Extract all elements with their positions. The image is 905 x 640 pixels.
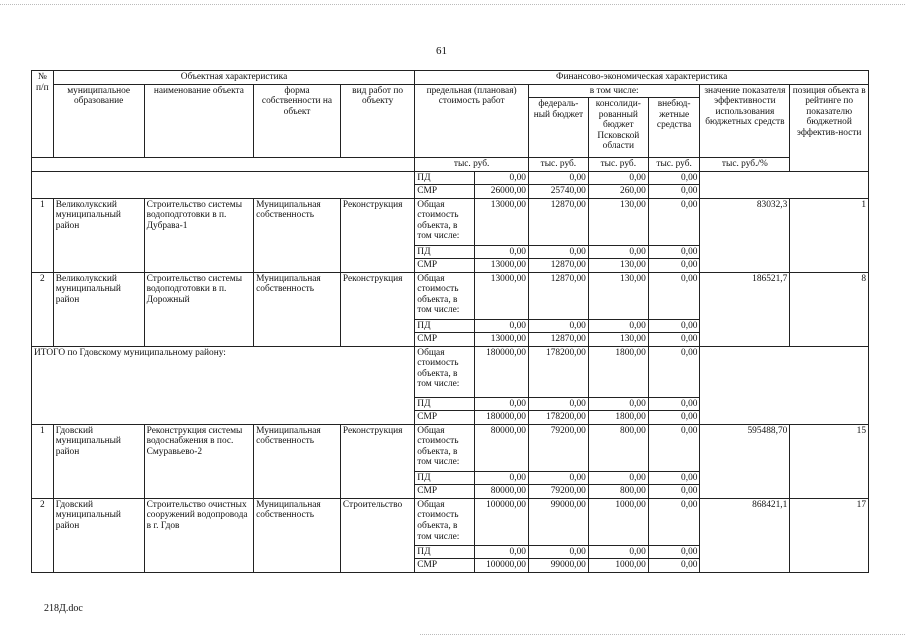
row-label: ПД [415,319,475,333]
project-efficiency: 83032,3 [700,198,790,272]
cell-consolidated: 130,00 [588,259,648,273]
cell-cost: 80000,00 [475,424,529,471]
cell-federal: 12870,00 [528,333,588,347]
project-name: Строительство очистных сооружений водопровода в г. Гдов [144,498,254,572]
project-efficiency: 186521,7 [700,272,790,346]
cell-cost: 0,00 [475,171,529,185]
units-row [32,158,869,172]
project-ownership: Муниципальная собственность [254,498,341,572]
cell-cost: 13000,00 [475,198,529,245]
row-label: ПД [415,171,475,185]
cell-consolidated: 0,00 [588,545,648,559]
cell-consolidated: 0,00 [588,397,648,411]
cell-cost: 26000,00 [475,185,529,199]
cell-extra: 0,00 [648,498,700,545]
header-row-2 [32,84,869,98]
cell-consolidated: 0,00 [588,471,648,485]
col-header-ownership: форма собственности на объект [254,84,341,158]
cell-extra: 0,00 [648,245,700,259]
district-total-blank [700,346,869,424]
summary-blank-right [700,171,869,198]
col-header-cost: предельная (плановая) стоимость работ [415,84,529,158]
units-spacer [32,158,415,172]
row-label: ПД [415,545,475,559]
cell-cost: 180000,00 [475,346,529,397]
cell-federal: 25740,00 [528,185,588,199]
col-header-extrabudget: внебюд-жетные средства [648,98,700,158]
project-name: Строительство системы водоподготовки в п. Дубрава-1 [144,198,254,272]
unit-federal: тыс. руб. [528,158,588,172]
project-rating: 1 [790,198,869,272]
cell-federal: 0,00 [528,319,588,333]
cell-consolidated: 1000,00 [588,559,648,573]
cell-consolidated: 0,00 [588,319,648,333]
col-header-consolidated: консолиди-рованный бюджет Псковской области [588,98,648,158]
project-row [32,498,869,545]
page-number: 61 [436,45,447,57]
cell-federal: 12870,00 [528,272,588,319]
col-header-federal: федераль-ный бюджет [528,98,588,158]
col-header-object-name: наименование объекта [144,84,254,158]
project-rating: 8 [790,272,869,346]
cell-federal: 99000,00 [528,498,588,545]
project-name: Строительство системы водоподготовки в п. Дорожный [144,272,254,346]
cell-extra: 0,00 [648,559,700,573]
cell-federal: 0,00 [528,397,588,411]
project-work-type: Реконструкция [340,272,414,346]
project-municipality: Великолукский муниципальный район [53,198,144,272]
cell-extra: 0,00 [648,471,700,485]
project-row [32,424,869,471]
row-label: СМР [415,185,475,199]
project-num: 2 [32,498,54,572]
row-label: ПД [415,471,475,485]
cell-extra: 0,00 [648,333,700,347]
project-row [32,272,869,319]
cell-cost: 13000,00 [475,272,529,319]
project-municipality: Гдовский муниципальный район [53,498,144,572]
cell-cost: 100000,00 [475,559,529,573]
cell-federal: 99000,00 [528,559,588,573]
row-label: ПД [415,245,475,259]
footer-filename: 218Д.doc [44,603,83,614]
project-ownership: Муниципальная собственность [254,424,341,498]
district-total-label: ИТОГО по Гдовскому муниципальному району: [32,346,415,424]
total-label: Общая стоимость объекта, в том числе: [415,498,475,545]
cell-extra: 0,00 [648,411,700,425]
district-total-row [32,346,869,397]
cell-federal: 178200,00 [528,346,588,397]
cell-federal: 0,00 [528,471,588,485]
cell-federal: 178200,00 [528,411,588,425]
cell-cost: 0,00 [475,471,529,485]
scan-artifact-top [0,4,905,5]
cell-federal: 0,00 [528,171,588,185]
cell-federal: 79200,00 [528,424,588,471]
project-efficiency: 595488,70 [700,424,790,498]
unit-extrabudget: тыс. руб. [648,158,700,172]
project-name: Реконструкция системы водоснабжения в пос. Смуравьево-2 [144,424,254,498]
summary-pd-row [32,171,869,185]
unit-efficiency: тыс. руб./% [700,158,790,172]
cell-extra: 0,00 [648,319,700,333]
scan-artifact-bottom [420,634,905,635]
project-rating: 17 [790,498,869,572]
total-label: Общая стоимость объекта, в том числе: [415,346,475,397]
cell-consolidated: 800,00 [588,485,648,499]
cell-cost: 13000,00 [475,259,529,273]
cell-cost: 80000,00 [475,485,529,499]
project-work-type: Строительство [340,498,414,572]
cell-consolidated: 800,00 [588,424,648,471]
cell-consolidated: 1800,00 [588,411,648,425]
cell-federal: 0,00 [528,545,588,559]
cell-federal: 12870,00 [528,198,588,245]
row-label: СМР [415,333,475,347]
row-label: ПД [415,397,475,411]
project-municipality: Гдовский муниципальный район [53,424,144,498]
cell-consolidated: 1000,00 [588,498,648,545]
cell-federal: 12870,00 [528,259,588,273]
project-work-type: Реконструкция [340,198,414,272]
col-group-object: Объектная характеристика [53,71,415,85]
project-num: 2 [32,272,54,346]
row-label: СМР [415,559,475,573]
project-ownership: Муниципальная собственность [254,272,341,346]
row-label: СМР [415,259,475,273]
cell-extra: 0,00 [648,424,700,471]
cell-federal: 0,00 [528,245,588,259]
col-header-municipality: муниципальное образование [53,84,144,158]
cell-cost: 0,00 [475,545,529,559]
project-rating: 15 [790,424,869,498]
unit-cost: тыс. руб. [415,158,529,172]
total-label: Общая стоимость объекта, в том числе: [415,272,475,319]
cell-extra: 0,00 [648,272,700,319]
cell-consolidated: 1800,00 [588,346,648,397]
cell-consolidated: 130,00 [588,333,648,347]
col-header-including: в том числе: [528,84,700,98]
project-row [32,198,869,245]
unit-consolidated: тыс. руб. [588,158,648,172]
row-label: СМР [415,485,475,499]
cell-extra: 0,00 [648,485,700,499]
cell-extra: 0,00 [648,185,700,199]
col-header-work-type: вид работ по объекту [340,84,414,158]
cell-extra: 0,00 [648,198,700,245]
col-header-rating: позиция объекта в рейтинге по показателю бюджетной эффектив-ности [790,84,869,171]
cell-consolidated: 0,00 [588,171,648,185]
summary-blank [32,171,415,198]
cell-extra: 0,00 [648,397,700,411]
project-work-type: Реконструкция [340,424,414,498]
header-row-1 [32,71,869,85]
cell-consolidated: 130,00 [588,198,648,245]
col-group-finance: Финансово-экономическая характеристика [415,71,869,85]
project-num: 1 [32,198,54,272]
cell-consolidated: 0,00 [588,245,648,259]
cell-extra: 0,00 [648,545,700,559]
cell-cost: 0,00 [475,397,529,411]
total-label: Общая стоимость объекта, в том числе: [415,198,475,245]
cell-extra: 0,00 [648,346,700,397]
cell-cost: 0,00 [475,319,529,333]
investment-table [31,70,869,573]
cell-cost: 0,00 [475,245,529,259]
cell-consolidated: 130,00 [588,272,648,319]
cell-cost: 13000,00 [475,333,529,347]
total-label: Общая стоимость объекта, в том числе: [415,424,475,471]
project-num: 1 [32,424,54,498]
col-header-efficiency: значение показателя эффективности использования бюджетных средств [700,84,790,158]
project-efficiency: 868421,1 [700,498,790,572]
project-ownership: Муниципальная собственность [254,198,341,272]
cell-federal: 79200,00 [528,485,588,499]
cell-cost: 180000,00 [475,411,529,425]
project-municipality: Великолукский муниципальный район [53,272,144,346]
row-label: СМР [415,411,475,425]
cell-extra: 0,00 [648,171,700,185]
cell-extra: 0,00 [648,259,700,273]
col-header-num: № п/п [32,71,54,158]
cell-cost: 100000,00 [475,498,529,545]
cell-consolidated: 260,00 [588,185,648,199]
